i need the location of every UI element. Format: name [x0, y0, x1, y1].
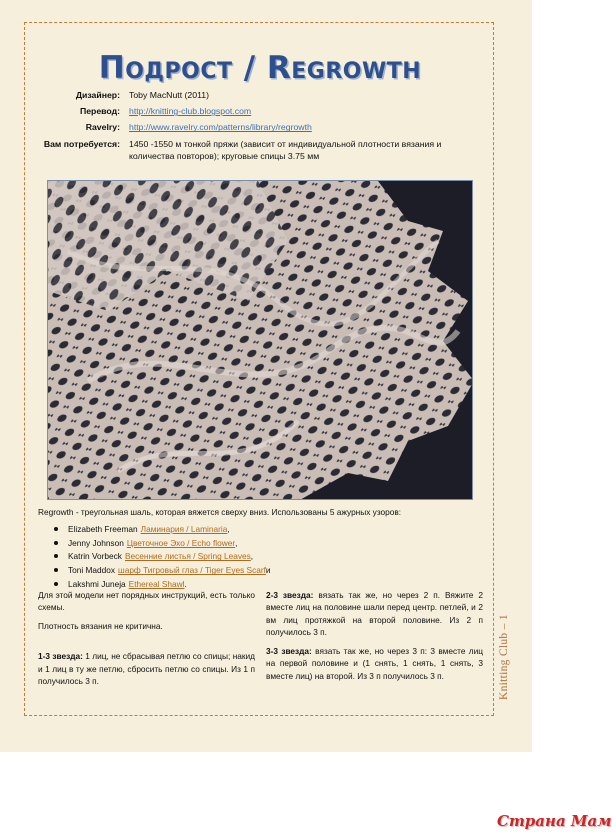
bullet-icon [54, 541, 58, 545]
no-instructions-note: Для этой модели нет порядных инструкций, есть только схемы. [38, 590, 255, 613]
intro-text: Regrowth - треугольная шаль, которая вяжется сверху вниз. Использованы 5 ажурных узоров: [38, 507, 402, 517]
star-1-3-text: 1 лиц, не сбрасывая петлю со спицы; накид и 1 лиц в ту же петлю, сбросить петлю со спицы. Из 1 п получилось 3 п. [38, 651, 255, 687]
list-item [54, 536, 474, 550]
instructions-left-column [38, 589, 255, 694]
bullet-icon [54, 554, 58, 558]
ravelry-link[interactable]: http://www.ravelry.com/patterns/library/regrowth [129, 122, 312, 133]
bullet-icon [54, 582, 58, 586]
list-suffix: , [235, 537, 238, 548]
designer-name: Katrin Vorbeck [68, 551, 122, 562]
pattern-meta-table [36, 89, 486, 166]
site-watermark: Страна Мам [497, 812, 612, 830]
list-item [54, 522, 474, 536]
list-suffix: . [184, 579, 187, 590]
list-suffix: и [265, 565, 271, 576]
ravelry-label: Ravelry: [85, 122, 120, 133]
list-suffix: , [250, 551, 254, 562]
meta-row-designer [36, 89, 486, 101]
lace-shawl-photo [47, 180, 473, 500]
designer-name: Toni Maddox [68, 565, 116, 576]
pattern-link[interactable]: шарф Тигровый глаз / Tiger Eyes Scarf [118, 565, 266, 576]
instructions-right-column [266, 589, 483, 688]
star-1-3-heading: 1-3 звезда: [38, 651, 83, 662]
meta-row-needs [36, 138, 486, 162]
pattern-title: Подрост / Regrowth [98, 50, 422, 86]
knitting-club-side-label: Knitting Club – 1 [498, 614, 510, 700]
pattern-link[interactable]: Цветочное Эхо / Echo flower [126, 537, 236, 548]
translation-link[interactable]: http://knitting-club.blogspot.com [129, 106, 252, 117]
bullet-icon [54, 568, 58, 572]
list-item [54, 563, 474, 577]
star-2-3-text: вязать так же, но через 2 п. Вяжите 2 вместе лиц на половине шали перед центр. петлей, и 2 вм лиц протяжкой на второй половине. Из 2 п получилось 3 п. [266, 590, 483, 638]
designer-name: Jenny Johnson [68, 537, 124, 548]
star-3-3-text: вязать так же, но через 3 п: 3 вместе лиц на первой половине и (1 снять, 1 снять, 1 снять, 3 вместе лиц) на второй. Из 3 п получилось 3 п. [266, 645, 484, 681]
designer-value: Toby MacNutt (2011) [129, 90, 209, 100]
meta-row-ravelry [36, 121, 486, 133]
lace-shawl-illustration [48, 181, 473, 500]
star-3-3-heading: 3-3 звезда: [266, 645, 312, 656]
designer-name: Elizabeth Freeman [68, 523, 138, 534]
pattern-link[interactable]: Весенние листья / Spring Leaves [124, 551, 251, 562]
list-suffix: , [227, 523, 230, 534]
bullet-icon [54, 527, 58, 531]
designer-name: Lakshmi Juneja [68, 579, 126, 590]
designer-label: Дизайнер: [75, 90, 120, 100]
gauge-note: Плотность вязания не критична. [38, 620, 163, 631]
star-3-3-instruction [266, 645, 483, 682]
needs-value: 1450 -1550 м тонкой пряжи (зависит от индивидуальной плотности вязания и количества повторов); круговые спицы 3.75 мм [129, 138, 442, 161]
star-2-3-heading: 2-3 звезда: [266, 590, 314, 600]
needs-label: Вам потребуется: [43, 138, 120, 149]
stitch-pattern-list [54, 522, 474, 591]
star-1-3-instruction [38, 650, 255, 687]
pattern-link[interactable]: Ethereal Shawl [128, 579, 185, 590]
list-item [54, 550, 474, 564]
pattern-link[interactable]: Ламинария / Laminaria [140, 523, 228, 534]
star-2-3-instruction [266, 589, 483, 639]
meta-row-translation [36, 105, 486, 117]
translation-label: Перевод: [79, 106, 120, 117]
